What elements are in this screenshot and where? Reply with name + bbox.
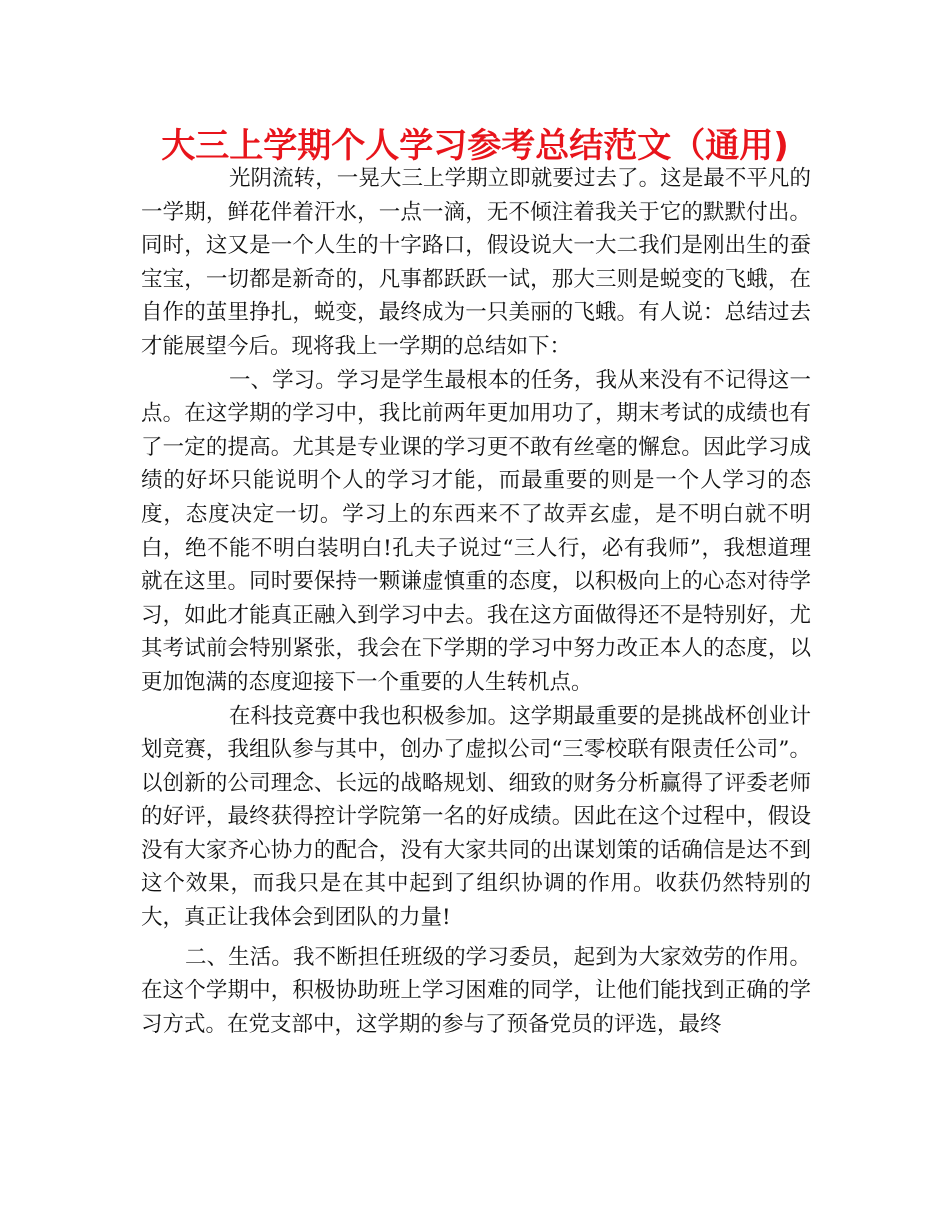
paragraph-life: 二、生活。我不断担任班级的学习委员，起到为大家效劳的作用。在这个学期中，积极协助班上学习困难的同学，让他们能找到正确的学习方式。在党支部中，这学期的参与了预备党员的评选，最终 — [141, 944, 811, 1037]
paragraph-study: 一、学习。学习是学生最根本的任务，我从来没有不记得这一点。在这学期的学习中，我比前两年更加用功了，期末考试的成绩也有了一定的提高。尤其是专业课的学习更不敢有丝毫的懈怠。因此学习成绩的好坏只能说明个人的学习才能，而最重要的则是一个人学习的态度，态度决定一切。学习上的东西来不了故弄玄虚，是不明白就不明白，绝不能不明白装明白!孔夫子说过“三人行，必有我师”，我想道理就在这里。同时要保持一颗谦虚慎重的态度，以积极向上的心态对待学习，如此才能真正融入到学习中去。我在这方面做得还不是特别好，尤其考试前会特别紧张，我会在下学期的学习中努力改正本人的态度，以更加饱满的态度迎接下一个重要的人生转机点。 — [141, 367, 811, 695]
paragraph-competition: 在科技竞赛中我也积极参加。这学期最重要的是挑战杯创业计划竞赛，我组队参与其中，创办了虚拟公司“三零校联有限责任公司”。以创新的公司理念、长远的战略规划、细致的财务分析赢得了评委老师的好评，最终获得控计学院第一名的好成绩。因此在这个过程中，假设没有大家齐心协力的配合，没有大家共同的出谋划策的话确信是达不到这个效果，而我只是在其中起到了组织协调的作用。收获仍然特别的大，真正让我体会到团队的力量! — [141, 703, 811, 931]
document-body — [141, 162, 811, 1041]
paragraph-intro: 光阴流转，一晃大三上学期立即就要过去了。这是最不平凡的一学期，鲜花伴着汗水，一点一滴，无不倾注着我关于它的默默付出。同时，这又是一个人生的十字路口，假设说大一大二我们是刚出生的蚕宝宝，一切都是新奇的，凡事都跃跃一试，那大三则是蜕变的飞蛾，在自作的茧里挣扎，蜕变，最终成为一只美丽的飞蛾。有人说：总结过去才能展望今后。现将我上一学期的总结如下： — [141, 166, 811, 359]
document-title: 大三上学期个人学习参考总结范文（通用) — [161, 126, 789, 166]
